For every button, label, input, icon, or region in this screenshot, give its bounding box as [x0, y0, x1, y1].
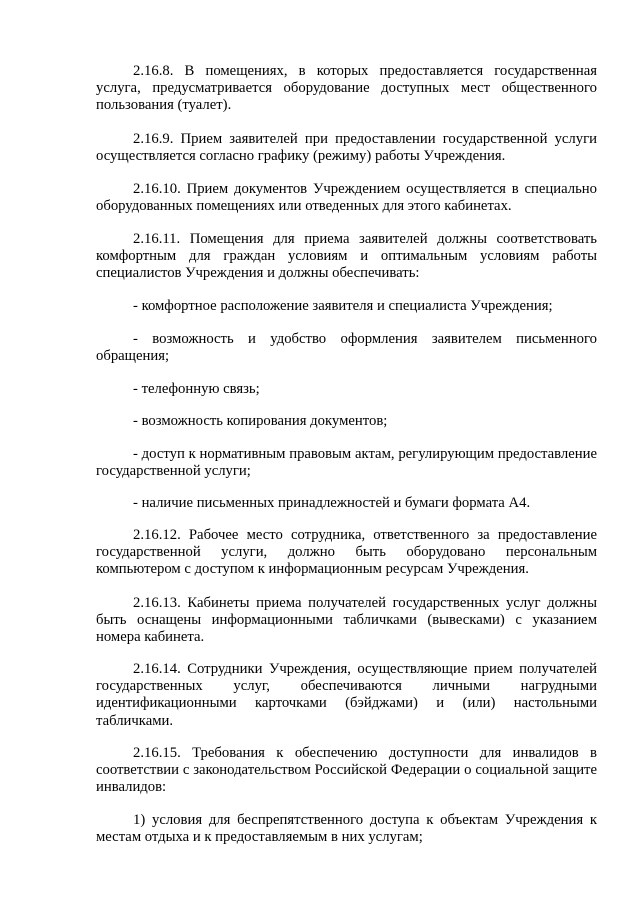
- list-item-copying: - возможность копирования документов;: [133, 413, 388, 429]
- list-item-legal-access: - доступ к нормативным правовым актам, регулирующим предоставление государственной услуги;: [96, 446, 597, 480]
- paragraph-2-16-8: 2.16.8. В помещениях, в которых предоставляется государственная услуга, предусматривается оборудование доступных мест общественного пользования (туалет).: [96, 63, 597, 114]
- list-item-appeal: - возможность и удобство оформления заявителем письменного обращения;: [96, 331, 597, 365]
- list-item-comfort: - комфортное расположение заявителя и специалиста Учреждения;: [133, 298, 553, 314]
- paragraph-2-16-14: 2.16.14. Сотрудники Учреждения, осуществляющие прием получателей государственных услуг, обеспечиваются личными нагрудными идентификационными карточками (бэйджами) и (или) настольными табличками.: [96, 661, 597, 729]
- paragraph-2-16-10: 2.16.10. Прием документов Учреждением осуществляется в специально оборудованных помещениях или отведенных для этого кабинетах.: [96, 181, 597, 215]
- list-item-stationery: - наличие письменных принадлежностей и бумаги формата А4.: [133, 495, 531, 511]
- list-item-phone: - телефонную связь;: [133, 381, 260, 397]
- paragraph-2-16-9: 2.16.9. Прием заявителей при предоставлении государственной услуги осуществляется согласно графику (режиму) работы Учреждения.: [96, 131, 597, 165]
- paragraph-2-16-15: 2.16.15. Требования к обеспечению доступности для инвалидов в соответствии с законодательством Российской Федерации о социальной защите инвалидов:: [96, 745, 597, 796]
- paragraph-2-16-12: 2.16.12. Рабочее место сотрудника, ответственного за предоставление государственной услуги, должно быть оборудовано персональным компьютером с доступом к информационным ресурсам Учреждения.: [96, 527, 597, 578]
- paragraph-2-16-11: 2.16.11. Помещения для приема заявителей должны соответствовать комфортным для граждан условиям и оптимальным условиям работы специалистов Учреждения и должны обеспечивать:: [96, 231, 597, 282]
- paragraph-2-16-13: 2.16.13. Кабинеты приема получателей государственных услуг должны быть оснащены информационными табличками (вывесками) с указанием номера кабинета.: [96, 595, 597, 646]
- list-item-unobstructed-access: 1) условия для беспрепятственного доступа к объектам Учреждения к местам отдыха и к предоставляемым в них услугам;: [96, 812, 597, 846]
